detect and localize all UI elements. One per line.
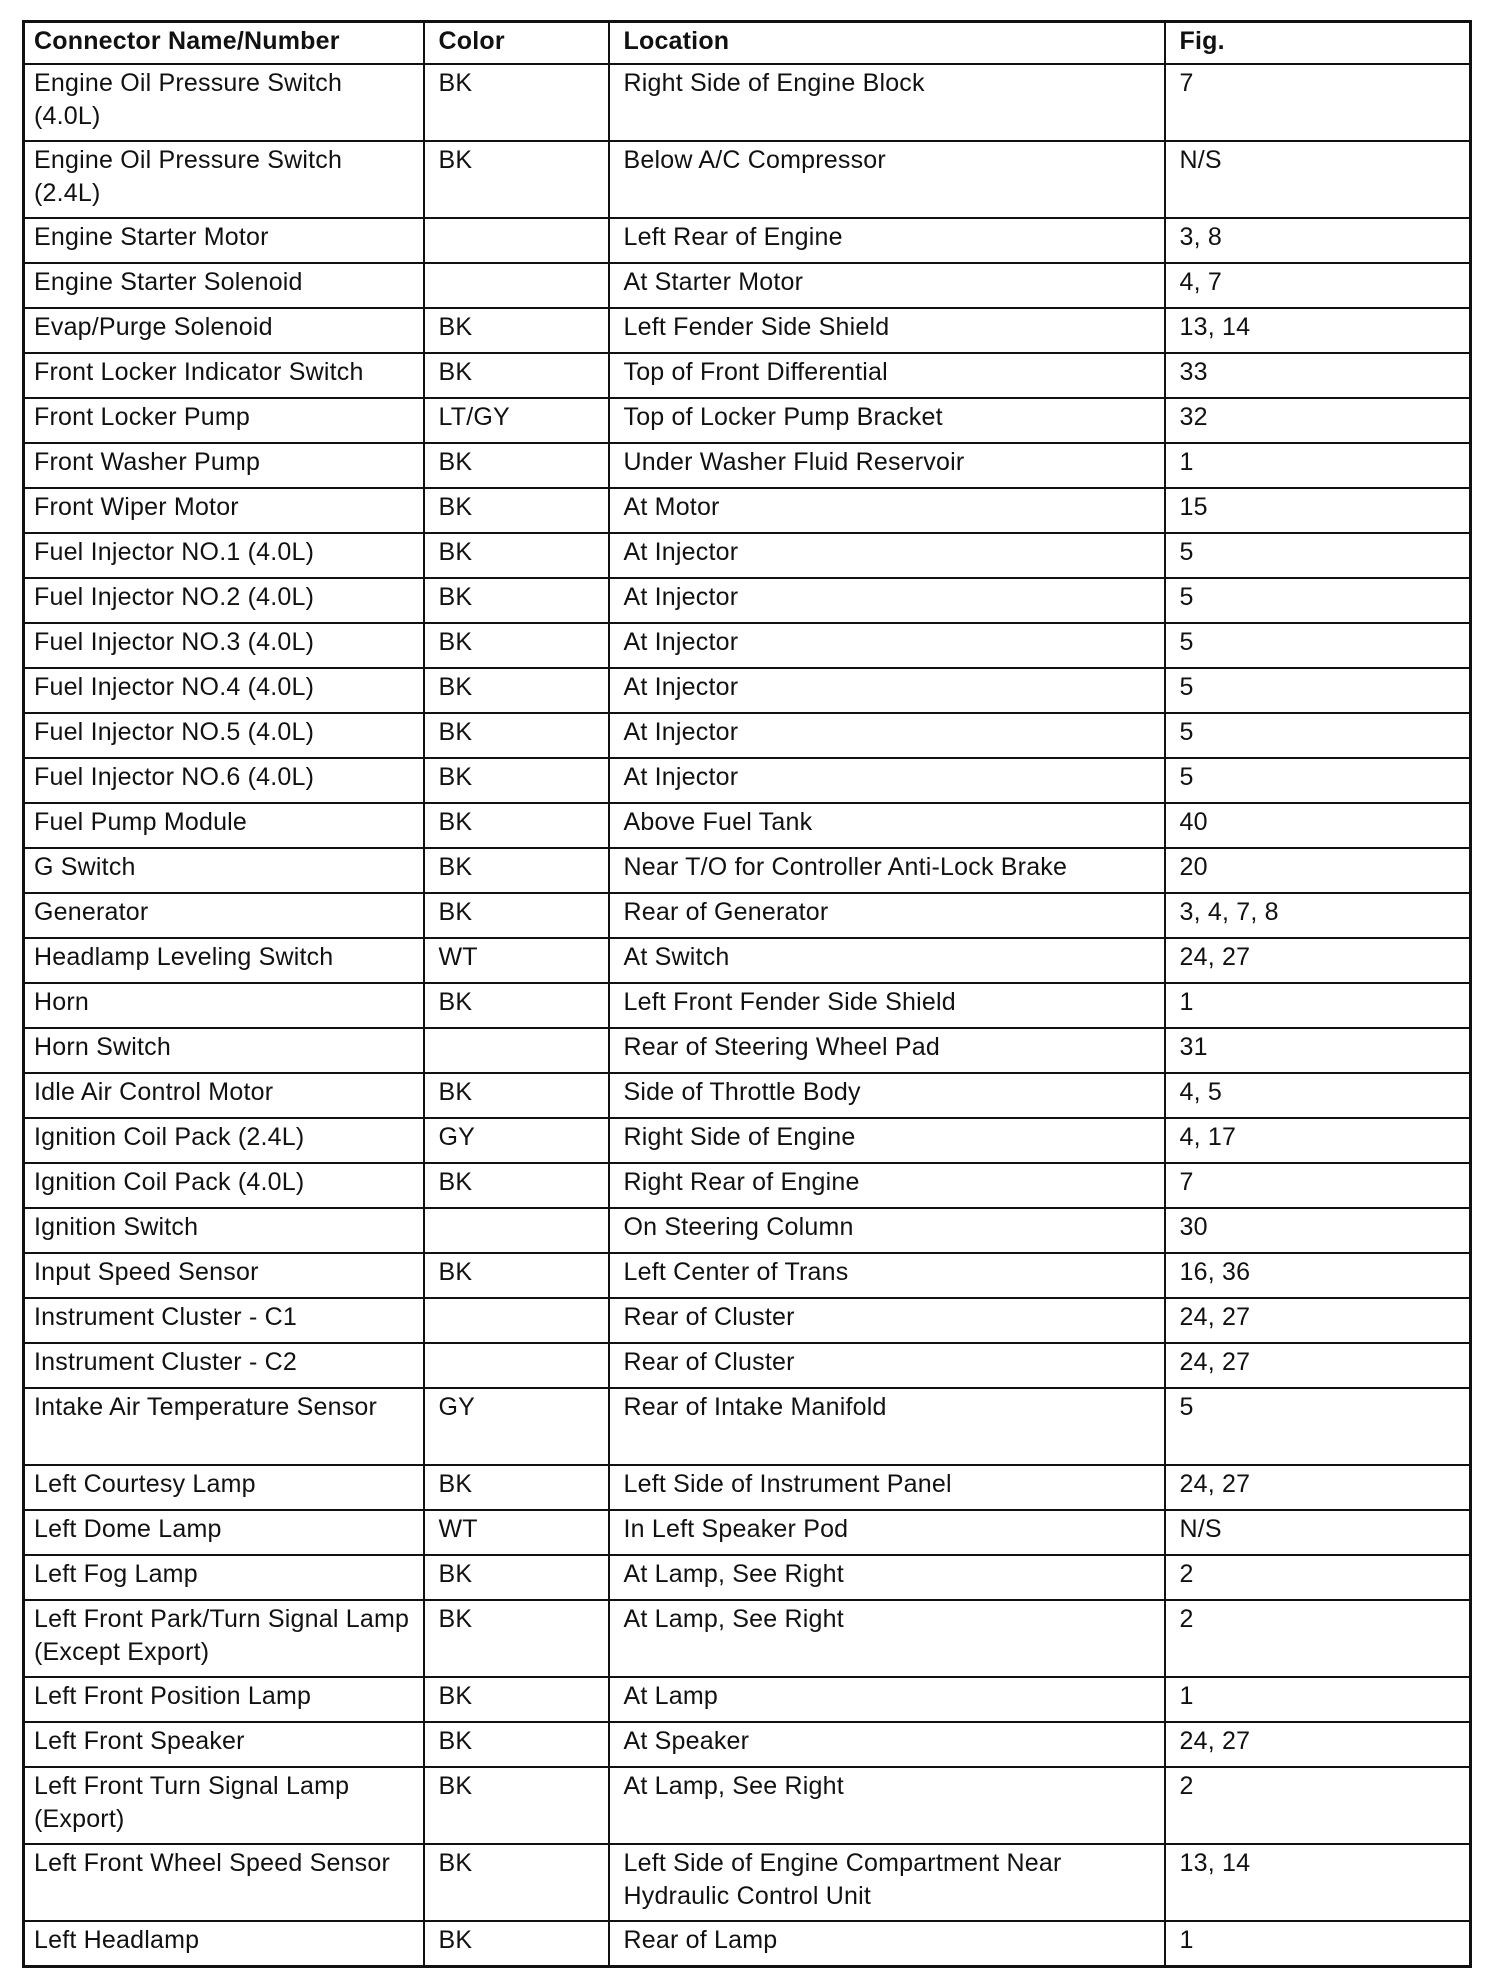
cell-color: BK [424, 1600, 609, 1677]
table-row [24, 141, 1471, 218]
cell-color: BK [424, 443, 609, 488]
table-row [24, 64, 1471, 141]
cell-location: Top of Locker Pump Bracket [609, 398, 1165, 443]
cell-color: BK [424, 1073, 609, 1118]
cell-color: BK [424, 1465, 609, 1510]
cell-fig: N/S [1165, 141, 1471, 218]
cell-connector-name: Instrument Cluster - C2 [24, 1343, 424, 1388]
cell-location: Left Center of Trans [609, 1253, 1165, 1298]
cell-location: At Motor [609, 488, 1165, 533]
cell-color: BK [424, 758, 609, 803]
cell-fig: 5 [1165, 578, 1471, 623]
cell-connector-name: Generator [24, 893, 424, 938]
cell-fig: 2 [1165, 1767, 1471, 1844]
cell-fig: 7 [1165, 1163, 1471, 1208]
table-row [24, 533, 1471, 578]
cell-connector-name: Left Courtesy Lamp [24, 1465, 424, 1510]
cell-fig: 1 [1165, 983, 1471, 1028]
cell-color: BK [424, 983, 609, 1028]
cell-connector-name: Front Locker Pump [24, 398, 424, 443]
cell-fig: 1 [1165, 1921, 1471, 1967]
cell-color: LT/GY [424, 398, 609, 443]
cell-color: BK [424, 1921, 609, 1967]
cell-fig: 5 [1165, 533, 1471, 578]
cell-location: At Speaker [609, 1722, 1165, 1767]
cell-connector-name: Left Fog Lamp [24, 1555, 424, 1600]
table-row [24, 1388, 1471, 1465]
cell-fig: 4, 7 [1165, 263, 1471, 308]
cell-color: GY [424, 1118, 609, 1163]
connector-table-container [22, 20, 1469, 1968]
cell-location: At Injector [609, 533, 1165, 578]
cell-color: BK [424, 1677, 609, 1722]
cell-location: At Injector [609, 713, 1165, 758]
cell-connector-name: Engine Oil Pressure Switch (2.4L) [24, 141, 424, 218]
cell-fig: 15 [1165, 488, 1471, 533]
cell-color: BK [424, 64, 609, 141]
table-row [24, 1298, 1471, 1343]
cell-location: At Injector [609, 578, 1165, 623]
table-row [24, 1343, 1471, 1388]
cell-color: BK [424, 1253, 609, 1298]
table-row [24, 1921, 1471, 1967]
cell-connector-name: Fuel Injector NO.2 (4.0L) [24, 578, 424, 623]
cell-fig: 24, 27 [1165, 1465, 1471, 1510]
table-row [24, 1555, 1471, 1600]
cell-color: WT [424, 938, 609, 983]
cell-connector-name: Idle Air Control Motor [24, 1073, 424, 1118]
table-row [24, 218, 1471, 263]
cell-connector-name: Ignition Switch [24, 1208, 424, 1253]
cell-fig: 33 [1165, 353, 1471, 398]
cell-color: BK [424, 533, 609, 578]
cell-location: Under Washer Fluid Reservoir [609, 443, 1165, 488]
cell-location: At Injector [609, 623, 1165, 668]
table-row [24, 893, 1471, 938]
cell-color: BK [424, 1163, 609, 1208]
cell-fig: 20 [1165, 848, 1471, 893]
cell-color: BK [424, 1767, 609, 1844]
table-row [24, 713, 1471, 758]
cell-fig: 24, 27 [1165, 1343, 1471, 1388]
table-row [24, 443, 1471, 488]
cell-connector-name: Front Locker Indicator Switch [24, 353, 424, 398]
cell-connector-name: Fuel Injector NO.1 (4.0L) [24, 533, 424, 578]
cell-fig: 1 [1165, 1677, 1471, 1722]
cell-color: BK [424, 1555, 609, 1600]
cell-color: BK [424, 713, 609, 758]
table-row [24, 758, 1471, 803]
cell-color: WT [424, 1510, 609, 1555]
cell-connector-name: Left Front Turn Signal Lamp (Export) [24, 1767, 424, 1844]
cell-fig: N/S [1165, 1510, 1471, 1555]
cell-location: Below A/C Compressor [609, 141, 1165, 218]
cell-location: At Lamp, See Right [609, 1600, 1165, 1677]
cell-color [424, 263, 609, 308]
cell-connector-name: Left Front Speaker [24, 1722, 424, 1767]
cell-color: GY [424, 1388, 609, 1465]
cell-fig: 13, 14 [1165, 308, 1471, 353]
cell-fig: 3, 4, 7, 8 [1165, 893, 1471, 938]
cell-color: BK [424, 1844, 609, 1921]
header-location: Location [609, 22, 1165, 65]
table-row [24, 1073, 1471, 1118]
cell-location: Side of Throttle Body [609, 1073, 1165, 1118]
table-row [24, 1208, 1471, 1253]
table-row [24, 578, 1471, 623]
cell-location: Top of Front Differential [609, 353, 1165, 398]
table-row [24, 1600, 1471, 1677]
cell-connector-name: Left Dome Lamp [24, 1510, 424, 1555]
cell-connector-name: Front Washer Pump [24, 443, 424, 488]
table-row [24, 938, 1471, 983]
cell-color [424, 1343, 609, 1388]
header-fig: Fig. [1165, 22, 1471, 65]
cell-fig: 4, 17 [1165, 1118, 1471, 1163]
cell-connector-name: Engine Starter Solenoid [24, 263, 424, 308]
cell-location: On Steering Column [609, 1208, 1165, 1253]
cell-connector-name: Left Front Position Lamp [24, 1677, 424, 1722]
cell-color: BK [424, 1722, 609, 1767]
table-row [24, 1510, 1471, 1555]
table-row [24, 983, 1471, 1028]
cell-fig: 5 [1165, 668, 1471, 713]
cell-location: Right Side of Engine [609, 1118, 1165, 1163]
cell-location: Left Side of Instrument Panel [609, 1465, 1165, 1510]
cell-fig: 7 [1165, 64, 1471, 141]
cell-connector-name: Fuel Pump Module [24, 803, 424, 848]
cell-fig: 5 [1165, 758, 1471, 803]
table-row [24, 353, 1471, 398]
cell-connector-name: Fuel Injector NO.4 (4.0L) [24, 668, 424, 713]
cell-location: Rear of Cluster [609, 1343, 1165, 1388]
cell-fig: 4, 5 [1165, 1073, 1471, 1118]
cell-connector-name: Fuel Injector NO.5 (4.0L) [24, 713, 424, 758]
cell-connector-name: Front Wiper Motor [24, 488, 424, 533]
cell-connector-name: Evap/Purge Solenoid [24, 308, 424, 353]
cell-fig: 24, 27 [1165, 1298, 1471, 1343]
cell-location: Left Front Fender Side Shield [609, 983, 1165, 1028]
cell-location: At Injector [609, 668, 1165, 713]
cell-location: Rear of Generator [609, 893, 1165, 938]
cell-fig: 16, 36 [1165, 1253, 1471, 1298]
cell-connector-name: Input Speed Sensor [24, 1253, 424, 1298]
table-row [24, 623, 1471, 668]
table-row [24, 1163, 1471, 1208]
cell-location: At Lamp [609, 1677, 1165, 1722]
cell-fig: 3, 8 [1165, 218, 1471, 263]
cell-fig: 24, 27 [1165, 938, 1471, 983]
cell-fig: 2 [1165, 1600, 1471, 1677]
cell-connector-name: Fuel Injector NO.3 (4.0L) [24, 623, 424, 668]
cell-color: BK [424, 893, 609, 938]
cell-location: At Lamp, See Right [609, 1767, 1165, 1844]
cell-connector-name: G Switch [24, 848, 424, 893]
cell-fig: 5 [1165, 623, 1471, 668]
cell-location: Above Fuel Tank [609, 803, 1165, 848]
cell-fig: 13, 14 [1165, 1844, 1471, 1921]
cell-location: Rear of Steering Wheel Pad [609, 1028, 1165, 1073]
cell-connector-name: Instrument Cluster - C1 [24, 1298, 424, 1343]
cell-location: Left Side of Engine Compartment Near Hydraulic Control Unit [609, 1844, 1165, 1921]
cell-location: Near T/O for Controller Anti-Lock Brake [609, 848, 1165, 893]
cell-fig: 40 [1165, 803, 1471, 848]
cell-color: BK [424, 668, 609, 713]
cell-connector-name: Horn Switch [24, 1028, 424, 1073]
table-row [24, 263, 1471, 308]
table-row [24, 398, 1471, 443]
cell-fig: 5 [1165, 713, 1471, 758]
table-header-row [24, 22, 1471, 65]
table-row [24, 1118, 1471, 1163]
cell-location: Rear of Intake Manifold [609, 1388, 1165, 1465]
cell-color: BK [424, 803, 609, 848]
cell-location: At Lamp, See Right [609, 1555, 1165, 1600]
cell-fig: 5 [1165, 1388, 1471, 1465]
table-row [24, 1028, 1471, 1073]
cell-location: Right Rear of Engine [609, 1163, 1165, 1208]
cell-connector-name: Headlamp Leveling Switch [24, 938, 424, 983]
cell-color: BK [424, 578, 609, 623]
header-connector-name: Connector Name/Number [24, 22, 424, 65]
cell-color: BK [424, 848, 609, 893]
connector-table [22, 20, 1472, 1968]
header-color: Color [424, 22, 609, 65]
cell-connector-name: Horn [24, 983, 424, 1028]
table-row [24, 308, 1471, 353]
table-row [24, 1465, 1471, 1510]
cell-color: BK [424, 308, 609, 353]
cell-fig: 1 [1165, 443, 1471, 488]
cell-location: Left Fender Side Shield [609, 308, 1165, 353]
cell-location: Rear of Lamp [609, 1921, 1165, 1967]
cell-location: Left Rear of Engine [609, 218, 1165, 263]
cell-connector-name: Engine Starter Motor [24, 218, 424, 263]
cell-connector-name: Ignition Coil Pack (4.0L) [24, 1163, 424, 1208]
cell-color: BK [424, 623, 609, 668]
cell-connector-name: Left Front Wheel Speed Sensor [24, 1844, 424, 1921]
cell-color [424, 1208, 609, 1253]
cell-color: BK [424, 353, 609, 398]
cell-location: At Starter Motor [609, 263, 1165, 308]
cell-fig: 32 [1165, 398, 1471, 443]
cell-location: At Switch [609, 938, 1165, 983]
cell-fig: 2 [1165, 1555, 1471, 1600]
table-row [24, 1677, 1471, 1722]
cell-connector-name: Left Headlamp [24, 1921, 424, 1967]
table-row [24, 848, 1471, 893]
table-row [24, 1767, 1471, 1844]
table-row [24, 1722, 1471, 1767]
cell-fig: 30 [1165, 1208, 1471, 1253]
cell-color [424, 1298, 609, 1343]
table-row [24, 1253, 1471, 1298]
table-row [24, 803, 1471, 848]
cell-color: BK [424, 488, 609, 533]
cell-connector-name: Engine Oil Pressure Switch (4.0L) [24, 64, 424, 141]
cell-fig: 24, 27 [1165, 1722, 1471, 1767]
cell-location: Right Side of Engine Block [609, 64, 1165, 141]
cell-connector-name: Left Front Park/Turn Signal Lamp (Except Export) [24, 1600, 424, 1677]
cell-location: In Left Speaker Pod [609, 1510, 1165, 1555]
cell-color [424, 218, 609, 263]
cell-connector-name: Ignition Coil Pack (2.4L) [24, 1118, 424, 1163]
cell-location: Rear of Cluster [609, 1298, 1165, 1343]
cell-fig: 31 [1165, 1028, 1471, 1073]
cell-color: BK [424, 141, 609, 218]
table-row [24, 1844, 1471, 1921]
cell-location: At Injector [609, 758, 1165, 803]
cell-connector-name: Intake Air Temperature Sensor [24, 1388, 424, 1465]
table-row [24, 668, 1471, 713]
cell-color [424, 1028, 609, 1073]
cell-connector-name: Fuel Injector NO.6 (4.0L) [24, 758, 424, 803]
table-row [24, 488, 1471, 533]
